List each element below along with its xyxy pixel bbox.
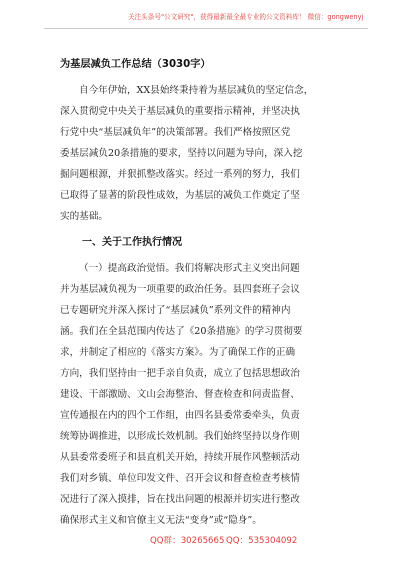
paragraph-line: 统筹协调推进，以形成长效机制。我们始终坚持以身作则 [60,431,300,442]
document-title: 为基层减负工作总结（3030字） [60,59,211,70]
paragraph-line: 并为基层减负视为一项重要的政治任务。县四套班子会议 [60,284,300,295]
paragraph-line: 已专题研究并深入探讨了“基层减负”系列文件的精神内 [60,305,291,316]
paragraph-line: 方向，我们坚持由一把手亲自负责，成立了包括思想政治 [60,368,300,379]
paragraph-line: 掘问题根源，并狠抓整改落实。经过一系列的努力，我们 [60,169,300,180]
paragraph-line: 建设、干部激励、文山会海整治、督查检查和问责监督、 [60,389,300,400]
header-banner: 关注头条号"公文研究"，获得最新最全最专业的公文资料库！ 微信：gongwenyj [128,13,364,21]
paragraph-line: 宣传通报在内的四个工作组，由四名县委常委牵头，负责 [60,410,300,421]
paragraph-line: （一）提高政治觉悟。我们将解决形式主义突出问题 [79,263,300,274]
paragraph-line: 求，并制定了相应的《落实方案》。为了确保工作的正确 [60,347,296,358]
paragraph-line: 行党中央“基层减负年”的决策部署。我们严格按照区党 [60,127,291,138]
paragraph-line: 涵。我们在全县范围内传达了《20条措施》的学习贯彻要 [60,326,303,337]
paragraph-line: 实的基础。 [60,211,108,222]
paragraph-line: 自今年伊始，XX县始终秉持着为基层减负的坚定信念， [79,85,314,96]
footer [0,534,408,548]
paragraph-line: 我们对乡镇、单位印发文件、召开会议和督查检查考核情 [60,473,300,484]
footer-qq: QQ：535304092 [226,536,298,546]
footer-qq-group: QQ群：30265665 [150,536,225,546]
paragraph-line: 已取得了显著的阶段性成效，为基层的减负工作奠定了坚 [60,190,300,201]
paragraph-line: 从县委常委班子和县直机关开始，持续开展作风整顿活动 [60,452,300,463]
section-heading: 一、关于工作执行情况 [82,237,182,248]
paragraph-line: 况进行了深入摸排，旨在找出问题的根源并切实进行整改 [60,494,300,505]
paragraph-line: 确保形式主义和官僚主义无法“变身”或“隐身”。 [60,515,262,526]
paragraph-line: 深入贯彻党中央关于基层减负的重要指示精神，并坚决执 [60,106,300,117]
paragraph-line: 委基层减负20条措施的要求，坚持以问题为导向，深入挖 [60,148,303,159]
header-divider [44,28,368,29]
